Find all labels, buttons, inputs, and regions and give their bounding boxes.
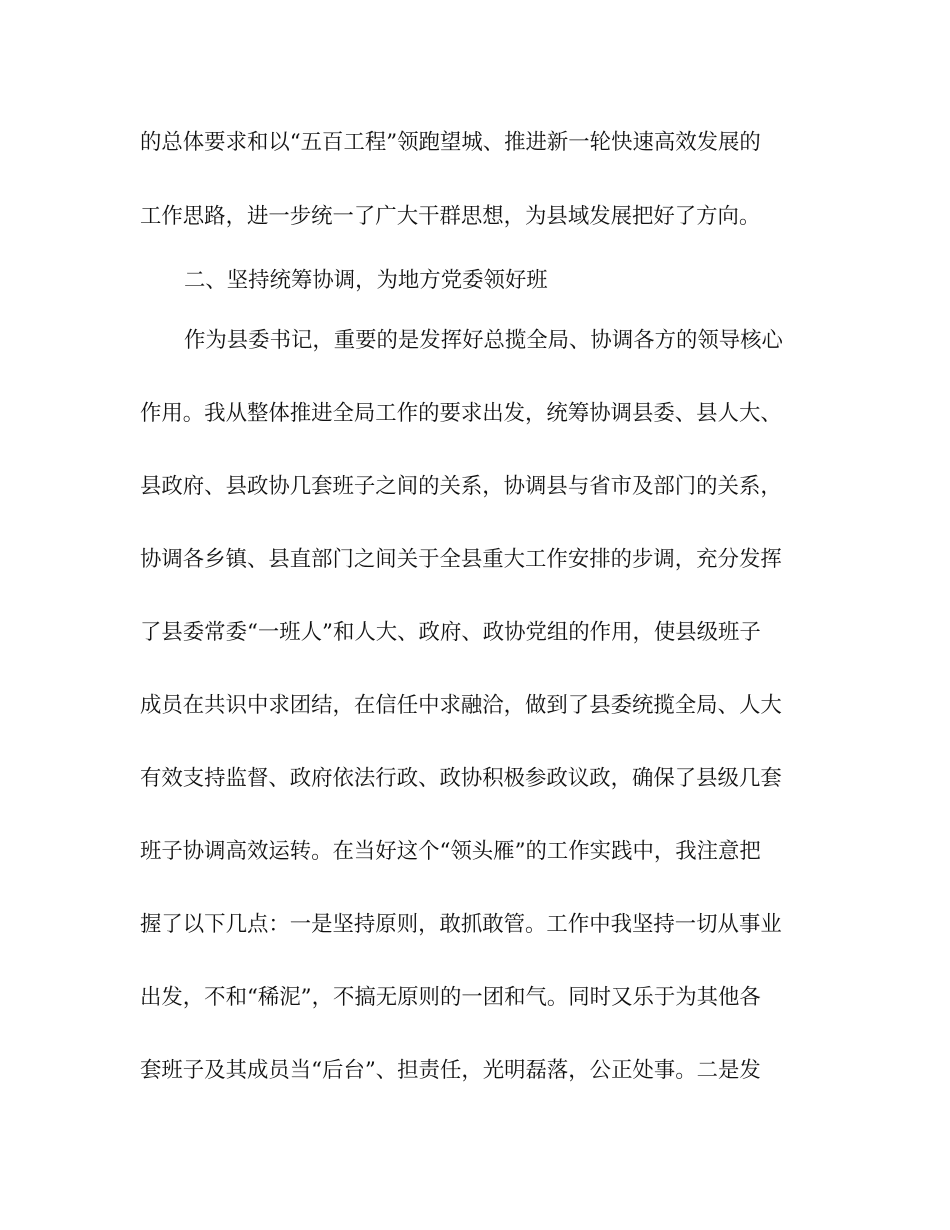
text-line: 成员在共识中求团结，在信任中求融洽，做到了县委统揽全局、人大 [140,693,782,718]
text-line: 作为县委书记，重要的是发挥好总揽全局、协调各方的领导核心 [184,328,783,353]
text-line: 的总体要求和以“五百工程”领跑望城、推进新一轮快速高效发展的 [140,130,761,155]
text-line: 工作思路，进一步统一了广大干群思想，为县域发展把好了方向。 [140,204,761,229]
text-line: 县政府、县政协几套班子之间的关系，协调县与省市及部门的关系， [140,474,782,499]
text-line: 有效支持监督、政府依法行政、政协积极参政议政，确保了县级几套 [140,766,782,791]
text-line: 了县委常委“一班人”和人大、政府、政协党组的作用，使县级班子 [140,620,761,645]
text-line: 握了以下几点：一是坚持原则，敢抓敢管。工作中我坚持一切从事业 [140,912,782,937]
text-line: 作用。我从整体推进全局工作的要求出发，统筹协调县委、县人大、 [140,401,782,426]
text-line: 协调各乡镇、县直部门之间关于全县重大工作安排的步调，充分发挥 [140,547,782,572]
text-line: 套班子及其成员当“后台”、担责任，光明磊落，公正处事。二是发 [140,1058,761,1083]
text-line: 出发，不和“稀泥”，不搞无原则的一团和气。同时又乐于为其他各 [140,985,761,1010]
text-line: 班子协调高效运转。在当好这个“领头雁”的工作实践中，我注意把 [140,839,761,864]
section-heading: 二、坚持统筹协调，为地方党委领好班 [184,268,548,293]
